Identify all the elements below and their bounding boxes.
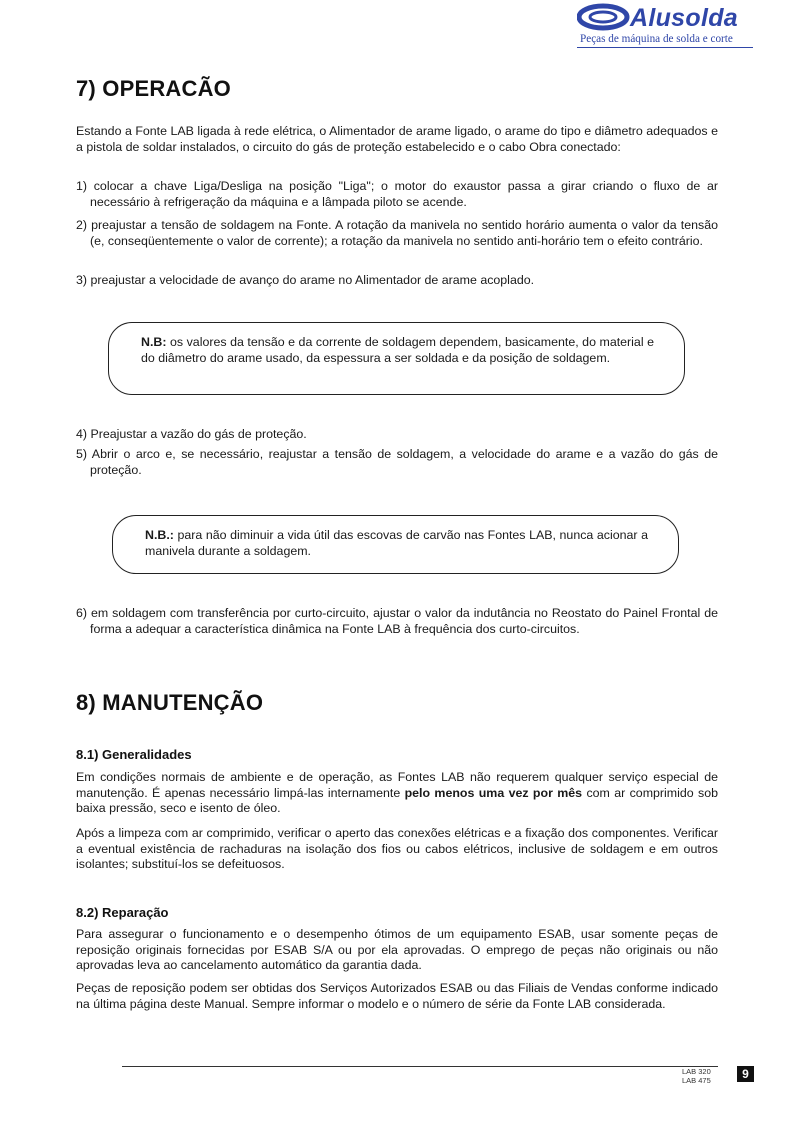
section-7-title: 7) OPERACÃO bbox=[76, 76, 231, 101]
page-number: 9 bbox=[737, 1066, 754, 1082]
note-2-label: N.B.: bbox=[145, 528, 174, 542]
note-1-label: N.B: bbox=[141, 335, 167, 349]
subsection-8-2-paragraph-1: Para assegurar o funcionamento e o desempenho ótimos de um equipamento ESAB, usar somente peças de reposição originais fornecidas por ESAB S/A ou por ela aprovadas. O emprego de peças não originais ou não aprovadas leva ao cancelamento automático da garantia dada. bbox=[76, 927, 718, 972]
footer-model-2: LAB 475 bbox=[682, 1076, 711, 1085]
step-3: 3) preajustar a velocidade de avanço do arame no Alimentador de arame acoplado. bbox=[76, 273, 535, 287]
footer-model-1: LAB 320 bbox=[682, 1067, 711, 1076]
text-run: com ar comprimido sob baixa pressão, seco e isento de óleo. bbox=[76, 785, 718, 815]
step-1: 1) colocar a chave Liga/Desliga na posição "Liga"; o motor do exaustor passa a girar criando o fluxo de ar necessário à refrigeração da máquina e a lâmpada piloto se acende. bbox=[76, 179, 718, 209]
section-8-title: 8) MANUTENÇÃO bbox=[76, 690, 264, 715]
note-box-1 bbox=[108, 322, 685, 395]
step-6: 6) em soldagem com transferência por curto-circuito, ajustar o valor da indutância no Reostato do Painel Frontal de forma a adequar a característica dinâmica na Fonte LAB à frequência dos curto-circuitos. bbox=[76, 606, 718, 636]
section-7-intro: Estando a Fonte LAB ligada à rede elétrica, o Alimentador de arame ligado, o arame do tipo e diâmetro adequados e a pistola de soldar instalados, o circuito do gás de proteção estabelecido e o cabo Obra conectado: bbox=[76, 124, 718, 154]
subsection-8-2-paragraph-2: Peças de reposição podem ser obtidas dos Serviços Autorizados ESAB ou das Filiais de Vendas conforme indicado na última página deste Manual. Sempre informar o modelo e o número de série da Fonte LAB considerada. bbox=[76, 981, 718, 1011]
subsection-8-2-title: 8.2) Reparação bbox=[76, 905, 169, 920]
subsection-8-1-title: 8.1) Generalidades bbox=[76, 747, 192, 762]
brand-tagline: Peças de máquina de solda e corte bbox=[580, 33, 733, 45]
step-5: 5) Abrir o arco e, se necessário, reajustar a tensão de soldagem, a velocidade do arame e a vazão do gás de proteção. bbox=[76, 447, 718, 477]
subsection-8-1-paragraph-1 bbox=[76, 770, 718, 817]
note-box-2 bbox=[112, 515, 679, 574]
brand-underline bbox=[577, 47, 753, 48]
emphasis: pelo menos uma vez por mês bbox=[404, 785, 583, 800]
footer-models bbox=[682, 1067, 711, 1085]
text-run: Em condições normais de ambiente e de operação, as Fontes LAB não requerem qualquer serviço especial de manutenção. É apenas necessário limpá-las internamente bbox=[76, 770, 718, 800]
note-2-text: para não diminuir a vida útil das escovas de carvão nas Fontes LAB, nunca acionar a manivela durante a soldagem. bbox=[145, 528, 648, 558]
note-1-text: os valores da tensão e da corrente de soldagem dependem, basicamente, do material e do diâmetro do arame usado, da espessura a ser soldada e da posição de soldagem. bbox=[141, 335, 654, 365]
brand-logo bbox=[577, 3, 753, 47]
brand-name: Alusolda bbox=[630, 4, 738, 32]
footer-rule bbox=[122, 1066, 718, 1067]
subsection-8-1-paragraph-2: Após a limpeza com ar comprimido, verificar o aperto das conexões elétricas e a fixação dos componentes. Verificar a eventual existência de rachaduras na isolação dos fios ou cabos elétricos, inclusive de soldagem e em outros isolantes; substituí-los se defeituosos. bbox=[76, 826, 718, 871]
step-4: 4) Preajustar a vazão do gás de proteção. bbox=[76, 427, 307, 441]
step-2: 2) preajustar a tensão de soldagem na Fonte. A rotação da manivela no sentido horário aumenta o valor da tensão (e, conseqüentemente o valor de corrente); a rotação da manivela no sentido anti-horário tem o efeito contrário. bbox=[76, 218, 718, 248]
